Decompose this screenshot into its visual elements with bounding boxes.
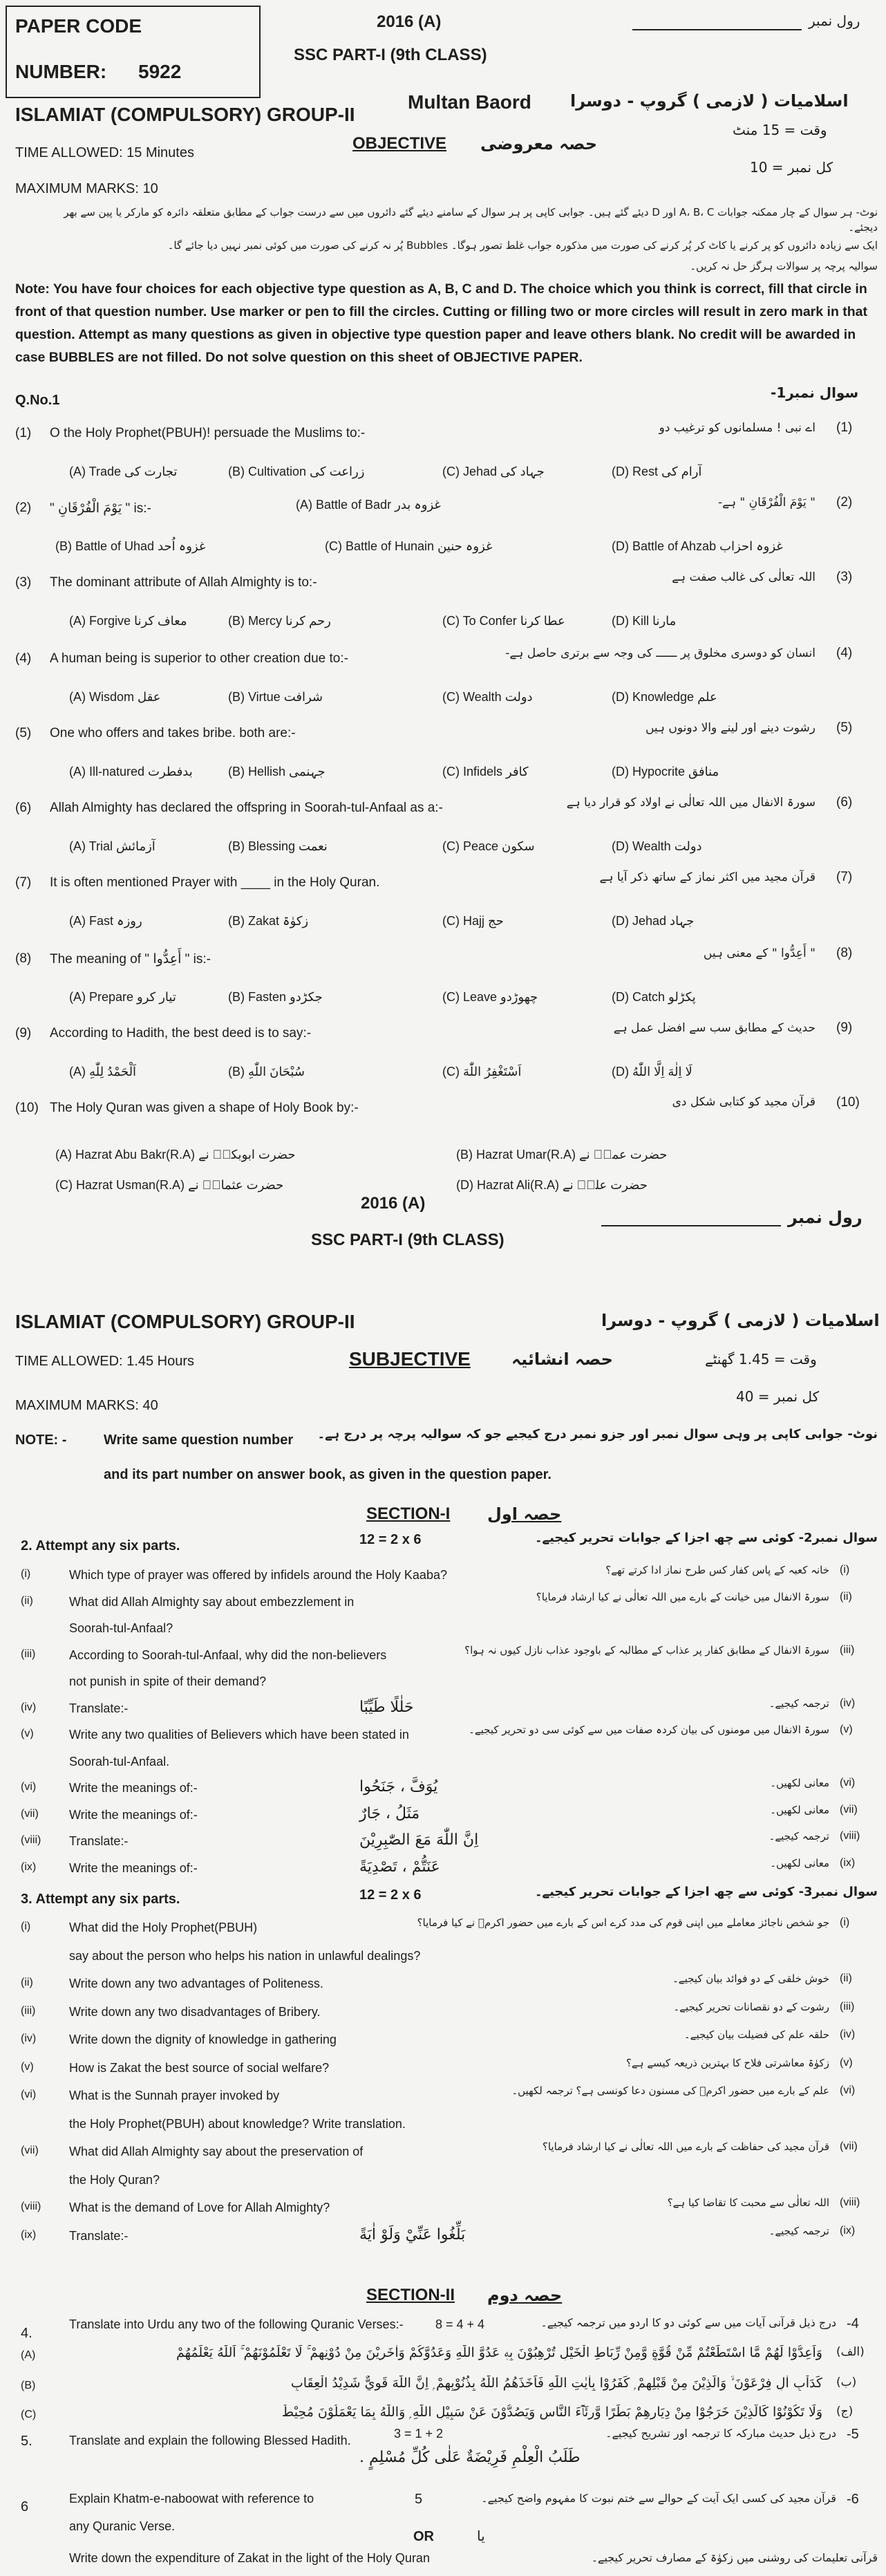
part-text: Translate:- — [69, 2228, 129, 2243]
part-number: (viii) — [21, 1834, 41, 1846]
question-text-ur: " يَوْمَ الْفُرْقَانِ " ہے- — [717, 496, 816, 510]
question-text: One who offers and takes bribe. both are:- — [50, 726, 296, 740]
question-number: (5) — [15, 726, 32, 740]
option-c: (C) Leave چھوڑدو — [442, 990, 538, 1004]
part-text: Translate:- — [69, 1834, 129, 1848]
part-text-ur: اللہ تعالٰی سے محبت کا تقاضا کیا ہے؟ — [667, 2196, 829, 2209]
option-b: (B) سُبْحَانَ اللّٰهِ — [228, 1065, 305, 1079]
verse-label-ur: (ب) — [836, 2376, 857, 2389]
q4-text: Translate into Urdu any two of the following Quranic Verses:- — [69, 2317, 404, 2331]
option-a: (A) Hazrat Abu Bakr(R.A) حضرت ابوبکرؓ نے — [55, 1148, 296, 1161]
objective-time-ur: وقت = 15 منٹ — [733, 122, 827, 138]
q5-text-ur: درج ذیل حدیث مبارکہ کا ترجمہ اور تشریح کیجیے۔ — [605, 2427, 836, 2440]
question-number-ur: (7) — [836, 870, 853, 884]
q6-text-2: any Quranic Verse. — [69, 2519, 176, 2533]
question-text-ur: قرآن مجید میں اکثر نماز کے ساتھ ذکر آیا ہے — [599, 870, 816, 884]
part-text-ur: سورۃ الانفال کے مطابق کفار پر عذاب کے مطالبہ کے باوجود عذاب نازل کیوں نہ ہوا؟ — [464, 1643, 829, 1656]
question-number-ur: (1) — [836, 420, 853, 435]
part-text: the Holy Quran? — [69, 2172, 160, 2187]
part-text: Write down any two disadvantages of Bribery. — [69, 2004, 321, 2019]
option-a: (A) Wisdom عقل — [69, 690, 161, 704]
verse-text: وَلَا تَكُوْنُوْا كَالَّذِيْنَ خَرَجُوْا مِنْ دِيَارِهِمْ بَطَرًا وَّرِئَاۗءَ النَّاسِ وَيَصُدُّوْنَ عَنْ سَبِيْلِ اللّٰهِ ۭ وَاللّٰهُ بِمَا يَعْمَلُوْنَ مُحِيْطٌ — [281, 2405, 822, 2420]
question-text: It is often mentioned Prayer with ____ in the Holy Quran. — [50, 875, 380, 890]
option-a: (A) Prepare تیار کرو — [69, 990, 176, 1004]
part-number: (vii) — [21, 2145, 39, 2156]
option-b: (B) Hazrat Umar(R.A) حضرت عمرؓ نے — [456, 1148, 668, 1161]
part-arabic: يُوَفَّ ، جَنَحُوا — [359, 1778, 438, 1795]
question-text: " يَوْمَ الْفُرْقَانِ " is:- — [50, 501, 151, 516]
part-number-ur: (i) — [840, 1916, 850, 1928]
objective-note-ur-2: ایک سے زیادہ دائروں کو پر کرنے یا کاٹ کر پُر کرنے کی صورت میں مذکورہ جواب غلط تصور ہوگا۔ Bubbles پُر نہ کرنے کی صورت میں کوئی نمبر نہیں دیا جائے گا۔ — [167, 239, 878, 252]
part-arabic: بَلِّغُوا عَنِّيْ وَلَوْ اٰيَةً — [359, 2225, 466, 2243]
section2-heading: SECTION-II — [366, 2286, 455, 2304]
option-d: (D) Catch پکڑلو — [612, 990, 696, 1004]
option-c: (C) Infidels کافر — [442, 765, 529, 778]
objective-marks: MAXIMUM MARKS: 10 — [15, 181, 158, 196]
part-number: (vi) — [21, 1781, 37, 1793]
part-number-ur: (ii) — [840, 1590, 852, 1603]
part-number: (ix) — [21, 2228, 37, 2241]
question-number: (3) — [15, 575, 32, 590]
part-text-ur: زکوٰۃ معاشرتی فلاح کا بہترین ذریعہ کیسے ہے؟ — [625, 2056, 829, 2069]
question-text-ur: حدیث کے مطابق سب سے افضل عمل ہے — [613, 1021, 816, 1035]
option-b: (B) Blessing نعمت — [228, 839, 328, 853]
subjective-class: SSC PART-I (9th CLASS) — [311, 1231, 505, 1249]
verse-label: (B) — [21, 2380, 36, 2391]
verse-label: (C) — [21, 2409, 37, 2420]
part-text: According to Soorah-tul-Anfaal, why did the non-believers — [69, 1648, 387, 1662]
question-number-ur: (4) — [836, 646, 853, 660]
q6-or-ur: یا — [477, 2528, 485, 2544]
q4-number: 4. — [21, 2326, 32, 2341]
option-d: (D) Jehad جہاد — [612, 914, 695, 928]
q6-number-ur: -6 — [847, 2492, 859, 2507]
question-text: Allah Almighty has declared the offspring in Soorah-tul-Anfaal as a:- — [50, 801, 443, 815]
part-text: not punish in spite of their demand? — [69, 1674, 267, 1688]
part-number: (iv) — [21, 1701, 37, 1713]
part-text: What did Allah Almighty say about embezzlement in — [69, 1594, 355, 1609]
question-text: O the Holy Prophet(PBUH)! persuade the Muslims to:- — [50, 426, 366, 440]
subjective-note-ur: نوٹ- جوابی کاپی پر وہی سوال نمبر اور جزو نمبر درج کیجیے جو کہ سوالیہ پرچہ پر درج ہے۔ — [317, 1427, 878, 1441]
subjective-time: TIME ALLOWED: 1.45 Hours — [15, 1354, 194, 1369]
part-number-ur: (iii) — [840, 1643, 855, 1656]
subjective-note-1: Write same question number — [104, 1432, 294, 1448]
part-text: Which type of prayer was offered by infidels around the Holy Kaaba? — [69, 1568, 447, 1582]
subjective-note-2: and its part number on answer book, as given in the question paper. — [104, 1467, 552, 1482]
q5-marks: 3 = 1 + 2 — [394, 2427, 444, 2440]
part-number-ur: (iv) — [840, 1697, 856, 1709]
subjective-time-ur: وقت = 1.45 گھنٹے — [705, 1351, 817, 1368]
part-arabic: حَلٰلًا طَيِّبًا — [359, 1698, 414, 1716]
section2-heading-ur: حصہ دوم — [487, 2286, 563, 2305]
question-text-ur: اے نبی ! مسلمانوں کو ترغیب دو — [659, 421, 816, 435]
option-c: (C) Hazrat Usman(R.A) حضرت عثمانؓ نے — [55, 1178, 284, 1192]
question-text: According to Hadith, the best deed is to say:- — [50, 1026, 312, 1040]
subjective-roll-no-label: رول نمبر — [788, 1208, 863, 1227]
part-text: say about the person who helps his nation in unlawful dealings? — [69, 1948, 421, 1963]
verse-label: (A) — [21, 2349, 36, 2361]
part-text: What is the Sunnah prayer invoked by — [69, 2089, 280, 2102]
question-text: The meaning of " أَعِدُّوا " is:- — [50, 952, 211, 967]
question-text-ur: قرآن مجید کو کتابی شکل دی — [672, 1095, 816, 1109]
option-d: (D) Wealth دولت — [612, 839, 702, 853]
paper-code-label: PAPER CODE — [15, 15, 142, 37]
option-a: (A) Ill-natured بدفطرت — [69, 765, 193, 778]
subjective-subject: ISLAMIAT (COMPULSORY) GROUP-II — [15, 1311, 355, 1332]
part-number: (ix) — [21, 1860, 37, 1873]
roll-no-line — [632, 29, 802, 30]
option-a: (A) Battle of Badr غزوہ بدر — [296, 498, 441, 512]
part-text: the Holy Prophet(PBUH) about knowledge? Write translation. — [69, 2116, 406, 2131]
option-c: (C) Wealth دولت — [442, 690, 533, 704]
board-name: Multan Baord — [408, 91, 531, 113]
part-number-ur: (iv) — [840, 2028, 856, 2040]
part-number-ur: (iii) — [840, 2000, 855, 2013]
part-text-ur: ترجمہ کیجیے۔ — [769, 1697, 829, 1710]
option-c: (C) Peace سکون — [442, 839, 535, 853]
paper-number-label: NUMBER: — [15, 61, 107, 82]
option-d: (D) Kill مارنا — [612, 614, 677, 628]
part-text-ur: خانہ کعبہ کے پاس کفار کس طرح نماز ادا کرتے تھے؟ — [605, 1564, 829, 1576]
objective-note-ur-3: سوالیہ پرچہ پر سوالات ہرگز حل نہ کریں۔ — [690, 260, 878, 272]
part-number-ur: (ii) — [840, 1972, 852, 1984]
q4-marks: 8 = 4 + 4 — [435, 2317, 485, 2331]
q3-title: 3. Attempt any six parts. — [21, 1892, 180, 1907]
question-number-ur: (2) — [836, 495, 853, 510]
objective-subject: ISLAMIAT (COMPULSORY) GROUP-II — [15, 104, 355, 125]
question-number-ur: (3) — [836, 570, 853, 584]
part-arabic: مَثَلُ ، جَارٌ — [359, 1804, 420, 1822]
verse-text: وَاَعِدُّوْا لَهُمْ مَّا اسْتَطَعْتُمْ مِّنْ قُوَّةٍ وَّمِنْ رِّبَاطِ الْخَيْلِ تُرْهِبُوْنَ بِهٖ عَدُوَّ اللّٰهِ وَعَدُوَّكُمْ وَاٰخَرِيْنَ مِنْ دُوْنِهِمْ ۚ لَا تَعْلَمُوْنَهُمْ ۚ اَللّٰهُ يَعْلَمُهُمْ — [176, 2345, 822, 2360]
q6-marks: 5 — [415, 2492, 423, 2507]
part-text-ur: سورۃ الانفال میں مومنوں کی بیان کردہ صفات میں سے کوئی سی دو تحریر کیجیے۔ — [469, 1724, 829, 1736]
question-number: (9) — [15, 1026, 32, 1040]
subjective-heading: SUBJECTIVE — [349, 1348, 471, 1370]
verse-text: كَدَاْبِ اٰلِ فِرْعَوْنَ ۙ وَالَّذِيْنَ مِنْ قَبْلِهِمْ ۭ كَفَرُوْا بِاٰيٰتِ اللّٰهِ فَاَخَذَهُمُ اللّٰهُ بِذُنُوْبِهِمْ ۭ اِنَّ اللّٰهَ قَوِيٌّ شَدِيْدُ الْعِقَابِ — [290, 2376, 822, 2391]
part-number: (ii) — [21, 1594, 33, 1607]
section1-heading: SECTION-I — [366, 1504, 451, 1523]
part-number: (i) — [21, 1568, 31, 1580]
part-number: (iii) — [21, 2004, 36, 2017]
part-text: Translate:- — [69, 1701, 129, 1715]
option-c: (C) اَسْتَغْفِرُ اللّٰهَ — [442, 1065, 522, 1079]
option-d: (D) Hypocrite منافق — [612, 765, 719, 778]
objective-heading: OBJECTIVE — [352, 134, 447, 153]
objective-note-en: Note: You have four choices for each objective type question as A, B, C and D. The choice which you think is correct, fill that circle in front of that question number. Use marker or pen to fill the circles. Cutting or filling two or more circles will result in zero mark in that question. Attempt as many questions as given in objective type question paper and leave others blank. No credit will be awarded in case BUBBLES are not filled. Do not solve question on this sheet of OBJECTIVE PAPER. — [15, 281, 868, 365]
part-number-ur: (v) — [840, 2056, 853, 2069]
part-text-ur: قرآن مجید کی حفاظت کے بارے میں اللہ تعالٰی نے کیا ارشاد فرمایا؟ — [542, 2140, 829, 2153]
part-number-ur: (v) — [840, 1724, 853, 1735]
part-text-ur: خوش خلقی کے دو فوائد بیان کیجیے۔ — [672, 1972, 829, 1985]
question-number-ur: (8) — [836, 946, 853, 960]
option-c: (C) Hajj حج — [442, 914, 504, 928]
part-text-ur: سورۃ الانفال میں خیانت کے بارے میں اللہ تعالٰی نے کیا ارشاد فرمایا؟ — [536, 1590, 829, 1603]
option-b: (B) Fasten جکڑدو — [228, 990, 323, 1004]
option-a: (A) Forgive معاف کرنا — [69, 614, 187, 628]
q5-hadith: طَلَبُ الْعِلْمِ فَرِيْضَةٌ عَلٰى كُلِّ مُسْلِمٍ . — [359, 2449, 581, 2466]
part-text: Write the meanings of:- — [69, 1807, 198, 1822]
subjective-year: 2016 (A) — [361, 1194, 426, 1213]
option-a: (A) Fast روزہ — [69, 914, 142, 928]
part-arabic: عَنَتُّمْ ، تَصْدِيَةً — [359, 1858, 440, 1876]
question-number: (1) — [15, 426, 32, 440]
q2-title: 2. Attempt any six parts. — [21, 1538, 180, 1553]
q6-or: OR — [413, 2529, 434, 2544]
part-number: (i) — [21, 1921, 31, 1932]
part-number: (viii) — [21, 2201, 41, 2212]
part-number-ur: (vi) — [840, 2084, 856, 2096]
question-text-ur: " أَعِدُّوا " کے معنی ہیں — [703, 946, 816, 960]
q5-number: 5. — [21, 2434, 32, 2449]
q3-title-ur: سوال نمبر3- کوئی سے چھ اجزا کے جوابات تحریر کیجیے۔ — [534, 1885, 878, 1899]
part-text: Write down the dignity of knowledge in gathering — [69, 2033, 337, 2046]
part-text: How is Zakat the best source of social welfare? — [69, 2060, 330, 2075]
option-d: (D) لَا اِلٰهَ اِلَّا اللّٰهُ — [612, 1065, 692, 1079]
option-b: (B) Cultivation زراعت کی — [228, 465, 365, 478]
objective-note-ur-1: نوٹ- ہر سوال کے چار ممکنہ جوابات A، B، C اور D دیئے گئے ہیں۔ جوابی کاپی پر ہر سوال کے سامنے دیئے گئے دائروں میں سے درست جواب کے مطابق متعلقہ دائرہ کو مارکر یا پین سے بھر دیجئے۔ — [64, 206, 878, 234]
objective-time: TIME ALLOWED: 15 Minutes — [15, 145, 194, 160]
option-d: (D) Battle of Ahzab غزوہ احزاب — [612, 539, 783, 553]
question-number-ur: (6) — [836, 795, 853, 810]
question-number: (2) — [15, 501, 32, 515]
objective-subject-ur: اسلامیات ( لازمی ) گروپ - دوسرا — [570, 91, 849, 111]
question-text-ur: انسان کو دوسری مخلوق پر ــــــ کی وجہ سے برتری حاصل ہے- — [505, 646, 816, 660]
option-d: (D) Rest آرام کی — [612, 465, 702, 478]
option-c: (C) Jehad جہاد کی — [442, 465, 545, 478]
question-text-ur: سورۃ الانفال میں اللہ تعالٰی نے اولاد کو قرار دیا ہے — [566, 796, 816, 810]
objective-class: SSC PART-I (9th CLASS) — [294, 46, 487, 64]
part-text-ur: رشوت کے دو نقصانات تحریر کیجیے۔ — [673, 2000, 829, 2013]
part-number: (v) — [21, 2060, 34, 2073]
part-text: Write any two qualities of Believers which have been stated in — [69, 1728, 409, 1742]
question-number-ur: (10) — [836, 1095, 860, 1110]
q6-text-ur-2: قرآنی تعلیمات کی روشنی میں زکوٰۃ کے مصارف تحریر کیجیے۔ — [591, 2551, 878, 2564]
subjective-subject-ur: اسلامیات ( لازمی ) گروپ - دوسرا — [601, 1311, 880, 1330]
option-c: (C) Battle of Hunain غزوہ حنین — [325, 539, 493, 553]
part-number-ur: (vii) — [840, 1803, 858, 1816]
part-text: What did Allah Almighty say about the preservation of — [69, 2145, 364, 2158]
part-number: (v) — [21, 1728, 34, 1739]
question-number: (7) — [15, 875, 32, 890]
part-number: (vii) — [21, 1807, 39, 1820]
part-text: Soorah-tul-Anfaal? — [69, 1621, 173, 1635]
option-b: (B) Battle of Uhad غزوہ اُحد — [55, 539, 206, 553]
roll-no-label: رول نمبر — [809, 12, 860, 29]
part-text: What did the Holy Prophet(PBUH) — [69, 1921, 258, 1934]
part-number-ur: (viii) — [840, 1830, 860, 1842]
subjective-heading-ur: حصہ انشائیہ — [511, 1350, 613, 1369]
option-a: (A) اَلْحَمْدُ لِلّٰهِ — [69, 1065, 137, 1079]
option-b: (B) Hellish جہنمی — [228, 765, 326, 778]
part-number: (iv) — [21, 2033, 37, 2044]
question-text-ur: اللہ تعالٰی کی غالب صفت ہے — [672, 570, 816, 584]
part-text-ur: معانی لکھیں۔ — [770, 1803, 829, 1816]
option-b: (B) Virtue شرافت — [228, 690, 323, 704]
part-arabic: اِنَّ اللّٰهَ مَعَ الصّٰبِرِيْنَ — [359, 1831, 479, 1849]
part-text-ur: معانی لکھیں۔ — [770, 1856, 829, 1869]
q3-marks: 12 = 2 x 6 — [359, 1887, 422, 1903]
q6-text-1: Explain Khatm-e-naboowat with reference to — [69, 2492, 314, 2505]
question-number-ur: (5) — [836, 720, 853, 735]
objective-heading-ur: حصہ معروضی — [480, 134, 598, 153]
question-number: (4) — [15, 651, 32, 666]
q6-text-ur-1: قرآن مجید کی کسی ایک آیت کے حوالے سے ختم نبوت کا مفہوم واضح کیجیے۔ — [481, 2492, 836, 2505]
verse-label-ur: (الف) — [836, 2345, 865, 2359]
part-number-ur: (ix) — [840, 1856, 856, 1869]
part-text-ur: معانی لکھیں۔ — [770, 1777, 829, 1789]
part-number: (ii) — [21, 1977, 33, 1988]
subjective-marks: MAXIMUM MARKS: 40 — [15, 1398, 158, 1413]
objective-marks-ur: کل نمبر = 10 — [750, 159, 833, 176]
part-text-ur: ترجمہ کیجیے۔ — [769, 1830, 829, 1842]
q1-label-ur: سوال نمبر1- — [771, 384, 859, 401]
part-text: Write the meanings of:- — [69, 1860, 198, 1875]
part-number-ur: (viii) — [840, 2196, 860, 2208]
objective-year: 2016 (A) — [377, 12, 442, 31]
part-number-ur: (i) — [840, 1564, 850, 1576]
part-number: (vi) — [21, 2089, 37, 2100]
question-text: The dominant attribute of Allah Almighty is to:- — [50, 575, 317, 590]
part-number-ur: (vii) — [840, 2140, 858, 2152]
question-number: (10) — [15, 1101, 39, 1115]
question-text: A human being is superior to other creation due to:- — [50, 651, 348, 666]
part-text: Soorah-tul-Anfaal. — [69, 1754, 170, 1768]
q6-text-3: Write down the expenditure of Zakat in the light of the Holy Quran — [69, 2551, 430, 2565]
option-c: (C) To Confer عطا کرنا — [442, 614, 565, 628]
paper-number-value: 5922 — [138, 61, 182, 82]
part-text: What is the demand of Love for Allah Almighty? — [69, 2201, 330, 2214]
q2-title-ur: سوال نمبر2- کوئی سے چھ اجزا کے جوابات تحریر کیجیے۔ — [534, 1531, 878, 1545]
part-text: Write down any two advantages of Politeness. — [69, 1977, 323, 1990]
option-a: (A) Trial آزمائش — [69, 839, 155, 853]
part-number: (iii) — [21, 1648, 36, 1660]
question-number: (8) — [15, 951, 32, 966]
q6-number: 6 — [21, 2499, 29, 2514]
question-number-ur: (9) — [836, 1020, 853, 1035]
option-b: (B) Mercy رحم کرنا — [228, 614, 331, 628]
subjective-roll-no-line — [601, 1225, 781, 1226]
option-a: (A) Trade تجارت کی — [69, 465, 178, 478]
part-text-ur: ترجمہ کیجیے۔ — [769, 2224, 829, 2237]
question-number: (6) — [15, 801, 32, 815]
verse-label-ur: (ج) — [836, 2405, 854, 2418]
option-b: (B) Zakat زکوٰۃ — [228, 914, 309, 928]
subjective-marks-ur: کل نمبر = 40 — [736, 1388, 820, 1405]
part-text-ur: علم کے بارے میں حضور اکرمؐ کی مسنون دعا کونسی ہے؟ ترجمہ لکھیں۔ — [511, 2084, 829, 2097]
option-d: (D) Knowledge علم — [612, 690, 717, 704]
question-text-ur: رشوت دینے اور لینے والا دونوں ہیں — [645, 721, 816, 735]
q5-number-ur: -5 — [847, 2427, 859, 2442]
q4-text-ur: درج ذیل قرآنی آیات میں سے کوئی دو کا اردو میں ترجمہ کیجیے۔ — [540, 2316, 836, 2329]
q4-number-ur: -4 — [847, 2316, 859, 2331]
q1-label: Q.No.1 — [15, 393, 60, 408]
option-d: (D) Hazrat Ali(R.A) حضرت علیؓ نے — [456, 1178, 648, 1192]
part-number-ur: (vi) — [840, 1777, 856, 1789]
q2-marks: 12 = 2 x 6 — [359, 1532, 422, 1547]
question-text: The Holy Quran was given a shape of Holy Book by:- — [50, 1101, 359, 1115]
part-text-ur: جو شخص ناجائز معاملے میں اپنی قوم کی مدد کرے اس کے بارے میں حضور اکرمؐ نے کیا فرمایا؟ — [417, 1916, 829, 1929]
section1-heading-ur: حصہ اول — [487, 1504, 562, 1524]
part-text-ur: حلقہ علم کی فضیلت بیان کیجیے۔ — [684, 2028, 829, 2041]
subjective-note-label: NOTE: - — [15, 1432, 67, 1448]
part-text: Write the meanings of:- — [69, 1781, 198, 1795]
part-number-ur: (ix) — [840, 2224, 856, 2237]
q5-text: Translate and explain the following Blessed Hadith. — [69, 2434, 351, 2447]
